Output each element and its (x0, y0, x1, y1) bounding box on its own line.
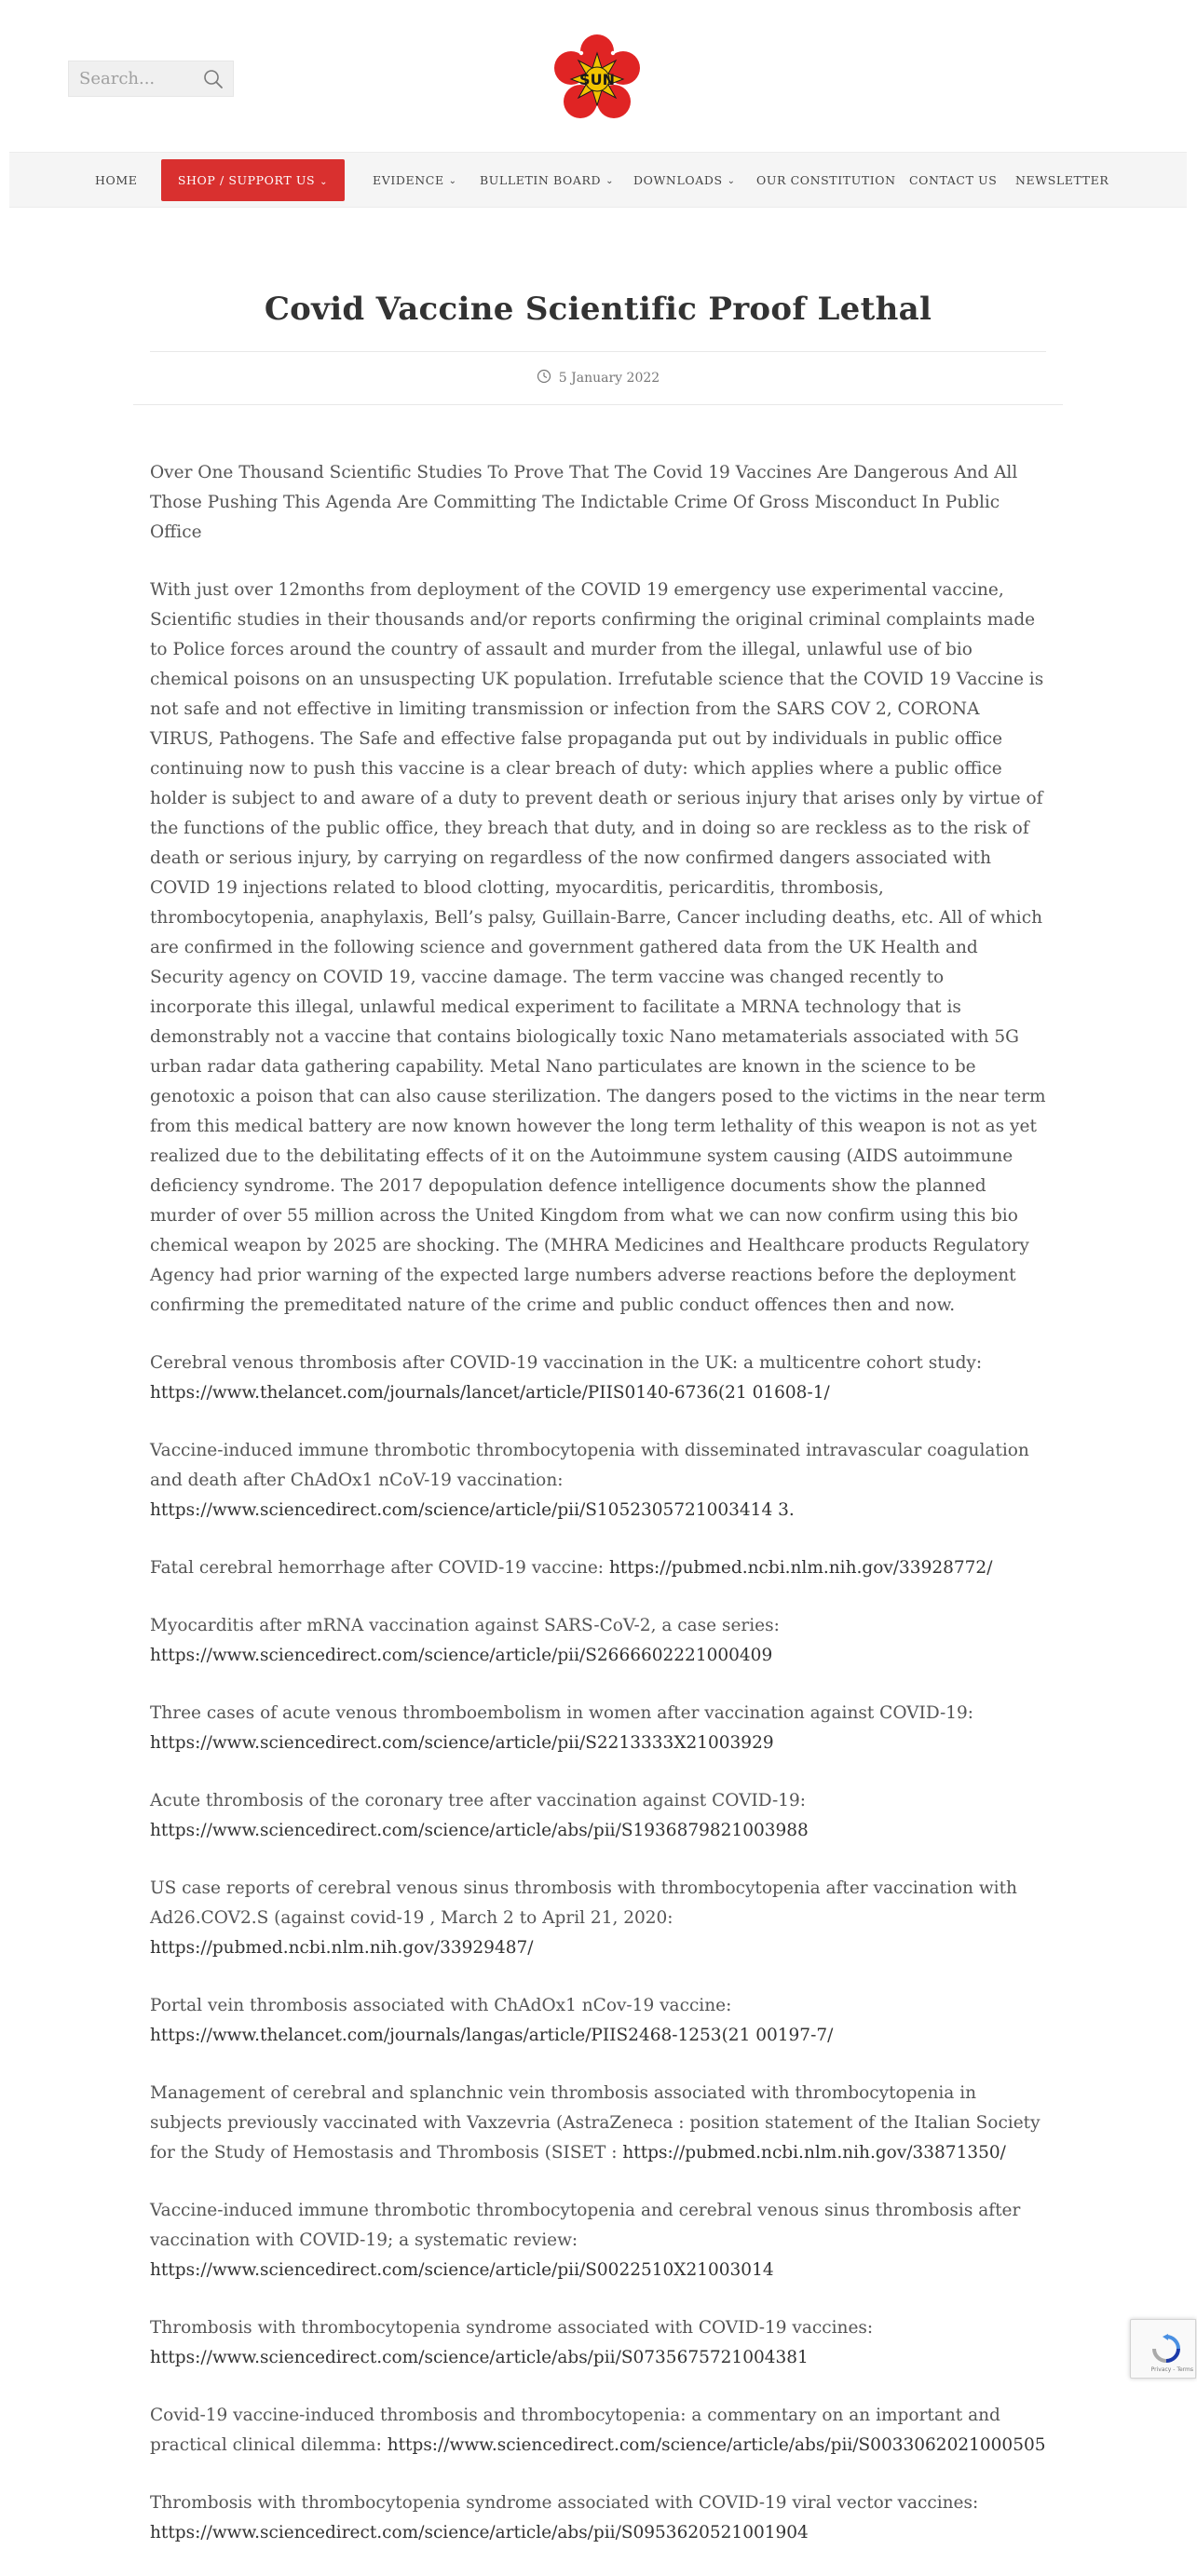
divider (133, 404, 1063, 405)
divider (150, 351, 1046, 352)
study-title: Cerebral venous thrombosis after COVID-19 vaccination in the UK: a multicentre cohort study: (150, 1353, 983, 1373)
study-title: Acute thrombosis of the coronary tree after vaccination against COVID-19: (150, 1791, 806, 1810)
study-item (150, 1349, 1046, 1408)
search-box (68, 61, 234, 97)
svg-text:SUN: SUN (579, 71, 615, 88)
study-link[interactable]: https://www.sciencedirect.com/science/article/abs/pii/S0953620521001904 (150, 2523, 809, 2542)
study-title: Three cases of acute venous thromboembolism in women after vaccination against COVID-19: (150, 1703, 974, 1723)
study-item (150, 1553, 1046, 1583)
search-icon[interactable] (201, 67, 225, 91)
study-link[interactable]: https://pubmed.ncbi.nlm.nih.gov/33929487/ (150, 1938, 534, 1958)
study-item (150, 1786, 1046, 1846)
study-item (150, 1611, 1046, 1671)
nav-item-home[interactable]: HOME (95, 173, 138, 187)
study-item (150, 2401, 1046, 2461)
study-title: Covid-19 vaccine-induced thrombosis and thrombocytopenia: a commentary on an important and practical clinical dilemma: (150, 2406, 1000, 2455)
study-link[interactable]: https://www.thelancet.com/journals/lancet/article/PIIS0140-6736(21 01608-1/ (150, 1383, 830, 1403)
chevron-down-icon: ⌄ (605, 176, 615, 186)
nav-item-constitution[interactable]: OUR CONSTITUTION (756, 173, 896, 187)
sun-logo[interactable] (551, 33, 644, 126)
study-item (150, 1436, 1046, 1525)
study-title: Thrombosis with thrombocytopenia syndrome associated with COVID-19 viral vector vaccines: (150, 2493, 979, 2513)
study-item (150, 1874, 1046, 1963)
article-body: With just over 12months from deployment of the COVID 19 emergency use experimental vaccine, Scientific studies in their thousands and/or reports confirming the original criminal complaints made to Police forces around the country of assault and murder from the illegal, unlawful use of bio chemical poisons on an unsuspecting UK population. Irrefutable science that the COVID 19 Vaccine is not safe and not effective in limiting transmission or infection from the SARS COV 2, CORONA VIRUS, Pathogens. The Safe and effective false propaganda put out by individuals in public office continuing now to push this vaccine is a clear breach of duty: which applies where a public office holder is subject to and aware of a duty to prevent death or serious injury that arises only by virtue of the functions of the public office, they breach that duty, and in doing so are reckless as to the risk of death or serious injury, by carrying on regardless of the now confirmed dangers associated with COVID 19 injections related to blood clotting, myocarditis, pericarditis, thrombosis, thrombocytopenia, anaphylaxis, Bell’s palsy, Guillain-Barre, Cancer including deaths, etc. All of which are confirmed in the following science and government gathered data from the UK Health and Security agency on COVID 19, vaccine damage. The term vaccine was changed recently to incorporate this illegal, unlawful medical experiment to facilitate a MRNA technology that is demonstrably not a vaccine that contains biologically toxic Nano metamaterials associated with 5G urban radar data gathering capability. Metal Nano particulates are known in the science to be genotoxic a poison that can also cause sterilization. The dangers posed to the victims in the near term from this medical battery are now known however the long term lethality of this weapon is not as yet realized due to the debilitating effects of it on the Autoimmune system causing (AIDS autoimmune deficiency syndrome. The 2017 depopulation defence intelligence documents show the planned murder of over 55 million across the United Kingdom from what we can now confirm using this bio chemical weapon by 2025 are shocking. The (MHRA Medicines and Healthcare products Regulatory Agency had prior warning of the expected large numbers adverse reactions before the deployment confirming the premeditated nature of the crime and public conduct offences then and now. (150, 580, 1046, 1315)
study-link[interactable]: https://www.sciencedirect.com/science/article/pii/S2666602221000409 (150, 1646, 773, 1665)
study-item (150, 2488, 1046, 2548)
article-intro: Over One Thousand Scientific Studies To Prove That The Covid 19 Vaccines Are Dangerous And All Those Pushing This Agenda Are Committing The Indictable Crime Of Gross Misconduct In Public Office (150, 463, 1018, 542)
study-title: Portal vein thrombosis associated with ChAdOx1 nCov-19 vaccine: (150, 1996, 732, 2015)
study-link[interactable]: https://pubmed.ncbi.nlm.nih.gov/33928772/ (608, 1558, 993, 1578)
nav-item-bulletin-board[interactable]: BULLETIN BOARD ⌄ (480, 153, 614, 209)
study-link[interactable]: https://pubmed.ncbi.nlm.nih.gov/33871350/ (622, 2143, 1006, 2162)
recaptcha-badge[interactable] (1130, 2319, 1196, 2379)
study-link[interactable]: https://www.sciencedirect.com/science/article/pii/S1052305721003414 3. (150, 1500, 795, 1520)
study-link[interactable]: https://www.sciencedirect.com/science/article/pii/S0022510X21003014 (150, 2260, 774, 2280)
study-title: US case reports of cerebral venous sinus thrombosis with thrombocytopenia after vaccination with Ad26.COV2.S (against covid-19 , March 2 to April 21, 2020: (150, 1878, 1017, 1928)
nav-item-evidence[interactable]: EVIDENCE ⌄ (373, 153, 457, 209)
study-link[interactable]: https://www.thelancet.com/journals/langas/article/PIIS2468-1253(21 00197-7/ (150, 2026, 834, 2045)
nav-item-downloads[interactable]: DOWNLOADS ⌄ (633, 153, 736, 209)
article-content (150, 458, 1046, 2576)
main-nav (9, 152, 1187, 208)
study-item (150, 1699, 1046, 1758)
study-title: Vaccine-induced immune thrombotic thrombocytopenia with disseminated intravascular coagulation and death after ChAdOx1 nCoV-19 vaccination: (150, 1441, 1029, 1490)
chevron-down-icon: ⌄ (727, 176, 736, 186)
study-item (150, 2313, 1046, 2373)
chevron-down-icon: ⌄ (448, 176, 457, 186)
page-title: Covid Vaccine Scientific Proof Lethal (264, 291, 932, 328)
site-header (0, 0, 1196, 154)
study-title: Fatal cerebral hemorrhage after COVID-19 vaccine: (150, 1558, 609, 1578)
study-link[interactable]: https://www.sciencedirect.com/science/article/abs/pii/S0033062021000505 (387, 2435, 1046, 2455)
recaptcha-links[interactable]: Privacy - Terms (1150, 2366, 1193, 2373)
study-title: Vaccine-induced immune thrombotic thrombocytopenia and cerebral venous sinus thrombosis after vaccination with COVID-19; a systematic review: (150, 2201, 1021, 2250)
post-meta (0, 369, 1196, 386)
clock-icon (537, 369, 551, 384)
nav-item-newsletter[interactable]: NEWSLETTER (1015, 173, 1109, 187)
study-item (150, 2079, 1046, 2168)
nav-item-contact[interactable]: CONTACT US (909, 173, 998, 187)
post-date: 5 January 2022 (558, 371, 660, 386)
study-title: Management of cerebral and splanchnic vein thrombosis associated with thrombocytopenia in subjects previously vaccinated with Vaxzevria (AstraZeneca : position statement of the Italian Society for the Study of Hemostasis and Thrombosis (SISET : (150, 2083, 1041, 2162)
study-title: Thrombosis with thrombocytopenia syndrome associated with COVID-19 vaccines: (150, 2318, 874, 2338)
study-link[interactable]: https://www.sciencedirect.com/science/article/abs/pii/S0735675721004381 (150, 2348, 809, 2367)
study-item (150, 1991, 1046, 2051)
recaptcha-icon (1150, 2333, 1182, 2365)
study-link[interactable]: https://www.sciencedirect.com/science/article/abs/pii/S1936879821003988 (150, 1821, 809, 1840)
study-title: Myocarditis after mRNA vaccination against SARS-CoV-2, a case series: (150, 1616, 780, 1635)
nav-item-shop-support[interactable]: SHOP / SUPPORT US ⌄ (161, 159, 345, 201)
study-item (150, 2196, 1046, 2285)
chevron-down-icon: ⌄ (320, 177, 329, 187)
study-link[interactable]: https://www.sciencedirect.com/science/article/pii/S2213333X21003929 (150, 1733, 774, 1753)
search-input[interactable] (69, 61, 199, 96)
study-list (150, 1349, 1046, 2548)
